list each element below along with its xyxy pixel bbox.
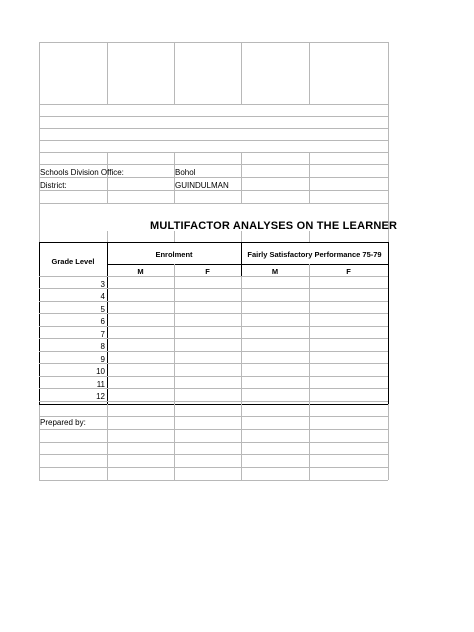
grid-line [39, 164, 388, 165]
grid-line [174, 42, 175, 104]
sdo-value: Bohol [175, 168, 196, 177]
grade-number: 4 [100, 292, 105, 301]
grid-line [39, 128, 388, 129]
page-title: MULTIFACTOR ANALYSES ON THE LEARNER [150, 220, 398, 232]
grid-line [107, 264, 388, 265]
grid-line [309, 152, 310, 203]
grid-line [241, 404, 242, 480]
sdo-label: Schools Division Office: [40, 168, 124, 177]
enrolment-male-header: M [137, 267, 144, 276]
grid-line [39, 42, 388, 43]
district-value: GUINDULMAN [175, 181, 229, 190]
grid-line [39, 276, 388, 277]
enrolment-female-header: F [205, 267, 210, 276]
grid-line [107, 42, 108, 104]
performance-female-header: F [346, 267, 351, 276]
grid-line [39, 140, 388, 141]
grid-line [107, 404, 108, 480]
grade-number: 3 [100, 280, 105, 289]
grade-number: 10 [96, 367, 105, 376]
grid-line [39, 242, 388, 243]
grid-line [39, 416, 388, 417]
grid-line [174, 264, 175, 404]
grid-line [174, 231, 175, 242]
grid-line [39, 404, 388, 405]
grade-level-header: Grade Level [51, 257, 95, 266]
grade-number: 12 [96, 392, 105, 401]
grid-line [39, 203, 388, 204]
grid-line [388, 242, 389, 404]
grid-line [39, 104, 388, 105]
grid-line [39, 152, 388, 153]
spreadsheet-page [39, 42, 398, 480]
grid-line [39, 467, 388, 468]
grid-line [107, 231, 108, 242]
grid-line [241, 276, 242, 404]
grid-line [241, 42, 242, 104]
grade-number: 5 [100, 305, 105, 314]
grade-number: 11 [96, 380, 105, 389]
performance-header: Fairly Satisfactory Performance 75-79 [247, 250, 382, 259]
grid-line [309, 264, 310, 404]
district-label: District: [40, 181, 67, 190]
grade-number: 9 [100, 355, 105, 364]
grid-line [241, 231, 242, 242]
grid-line [309, 404, 310, 480]
grid-line [39, 442, 388, 443]
prepared-by-label: Prepared by: [40, 418, 86, 427]
grid-line [309, 231, 310, 242]
grid-line [39, 429, 388, 430]
grid-line [388, 404, 389, 480]
grade-number: 8 [100, 342, 105, 351]
grade-number: 6 [100, 317, 105, 326]
grid-line [39, 454, 388, 455]
grid-line [174, 404, 175, 480]
grade-number: 7 [100, 330, 105, 339]
grid-line [388, 42, 389, 242]
performance-male-header: M [271, 267, 279, 276]
grid-line [39, 116, 388, 117]
grid-line [309, 42, 310, 104]
grid-line [241, 152, 242, 203]
enrolment-header: Enrolment [155, 250, 193, 259]
grid-line [39, 480, 388, 481]
